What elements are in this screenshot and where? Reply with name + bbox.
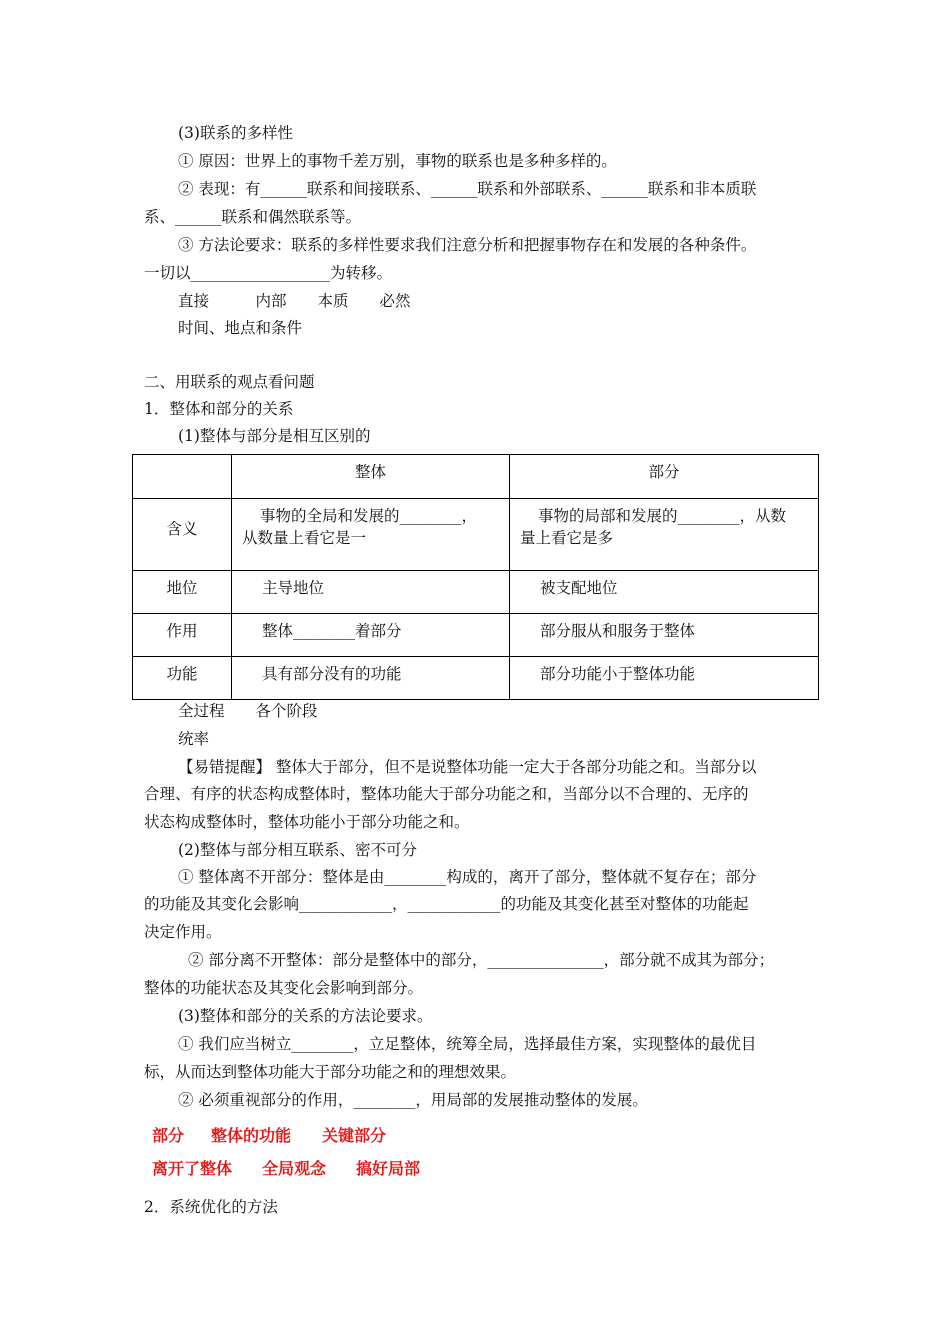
red-answer: 离开了整体 [152,1159,233,1178]
text-line: ② 必须重视部分的作用，________，用局部的发展推动整体的发展。 [178,1091,648,1109]
tip-line: 状态构成整体时，整体功能小于部分功能之和。 [144,813,470,831]
row-label: 含义 [166,520,198,538]
text-line: ① 原因：世界上的事物千差万别，事物的联系也是多种多样的。 [178,152,617,170]
table-header-row [133,455,819,499]
answer-line: 统率 [178,730,210,748]
answer-line: 全过程 各个阶段 [178,702,318,720]
table-row [133,657,819,700]
table-cell: 部分服从和服务于整体 [540,622,696,640]
subsection-heading: 2．系统优化的方法 [144,1198,278,1216]
tip-line: 合理、有序的状态构成整体时，整体功能大于部分功能之和，当部分以不合理的、无序的 [144,785,749,803]
section-title: (3)联系的多样性 [178,124,293,142]
red-answer: 关键部分 [322,1126,387,1145]
text-line: ② 部分离不开整体：部分是整体中的部分，_______________，部分就不成其为部分； [188,951,775,969]
table-cell: 事物的全局和发展的________， [260,507,478,525]
table-cell: 部分功能小于整体功能 [540,665,696,683]
table-cell: 整体________着部分 [262,622,402,640]
table-cell: 具有部分没有的功能 [262,665,402,683]
table-row [133,499,819,571]
text-line: ① 我们应当树立________，立足整体，统筹全局，选择最佳方案，实现整体的最优目 [178,1035,757,1053]
text-line: ① 整体离不开部分：整体是由________构成的，离开了部分，整体就不复存在；部分 [178,868,757,886]
table-header-cell: 整体 [354,463,386,481]
table-cell: 量上看它是多 [520,529,614,547]
text-line: 决定作用。 [144,923,222,941]
section-heading: 二、用联系的观点看问题 [144,373,315,391]
table-row [133,571,819,614]
text-line: 系、______联系和偶然联系等。 [144,208,362,226]
tip-line: 【易错提醒】 整体大于部分，但不是说整体功能一定大于各部分功能之和。当部分以 [178,758,757,776]
text-line: ② 表现：有______联系和间接联系、______联系和外部联系、______联系和非本质联 [178,180,757,198]
subsection-title: (1)整体与部分是相互区别的 [178,427,371,445]
row-label: 功能 [166,665,198,683]
subsection-title: (3)整体和部分的关系的方法论要求。 [178,1007,433,1025]
table-header-cell [133,455,232,499]
table-cell: 主导地位 [262,579,325,597]
text-line: 整体的功能状态及其变化会影响到部分。 [144,979,424,997]
subsection-heading: 1．整体和部分的关系 [144,400,294,418]
text-line: ③ 方法论要求：联系的多样性要求我们注意分析和把握事物存在和发展的各种条件。 [178,236,757,254]
red-answer: 搞好局部 [356,1159,421,1178]
table-header-cell: 部分 [648,463,680,481]
answer-line: 直接 内部 本质 必然 [178,292,411,310]
red-answer: 全局观念 [262,1159,327,1178]
text-line: 的功能及其变化会影响____________，____________的功能及其变化甚至对整体的功能起 [144,895,749,913]
subsection-title: (2)整体与部分相互联系、密不可分 [178,841,417,859]
table-cell: 事物的局部和发展的________，从数 [538,507,787,525]
text-line: 标，从而达到整体功能大于部分功能之和的理想效果。 [144,1063,517,1081]
table-cell: 被支配地位 [540,579,618,597]
comparison-table [132,454,819,700]
red-answer: 部分 [152,1126,185,1145]
table-cell: 从数量上看它是一 [242,529,367,547]
text-line: 一切以__________________为转移。 [144,264,393,282]
row-label: 地位 [166,579,198,597]
row-label: 作用 [166,622,198,640]
red-answer: 整体的功能 [211,1126,292,1145]
table-row [133,614,819,657]
answer-line: 时间、地点和条件 [178,319,303,337]
